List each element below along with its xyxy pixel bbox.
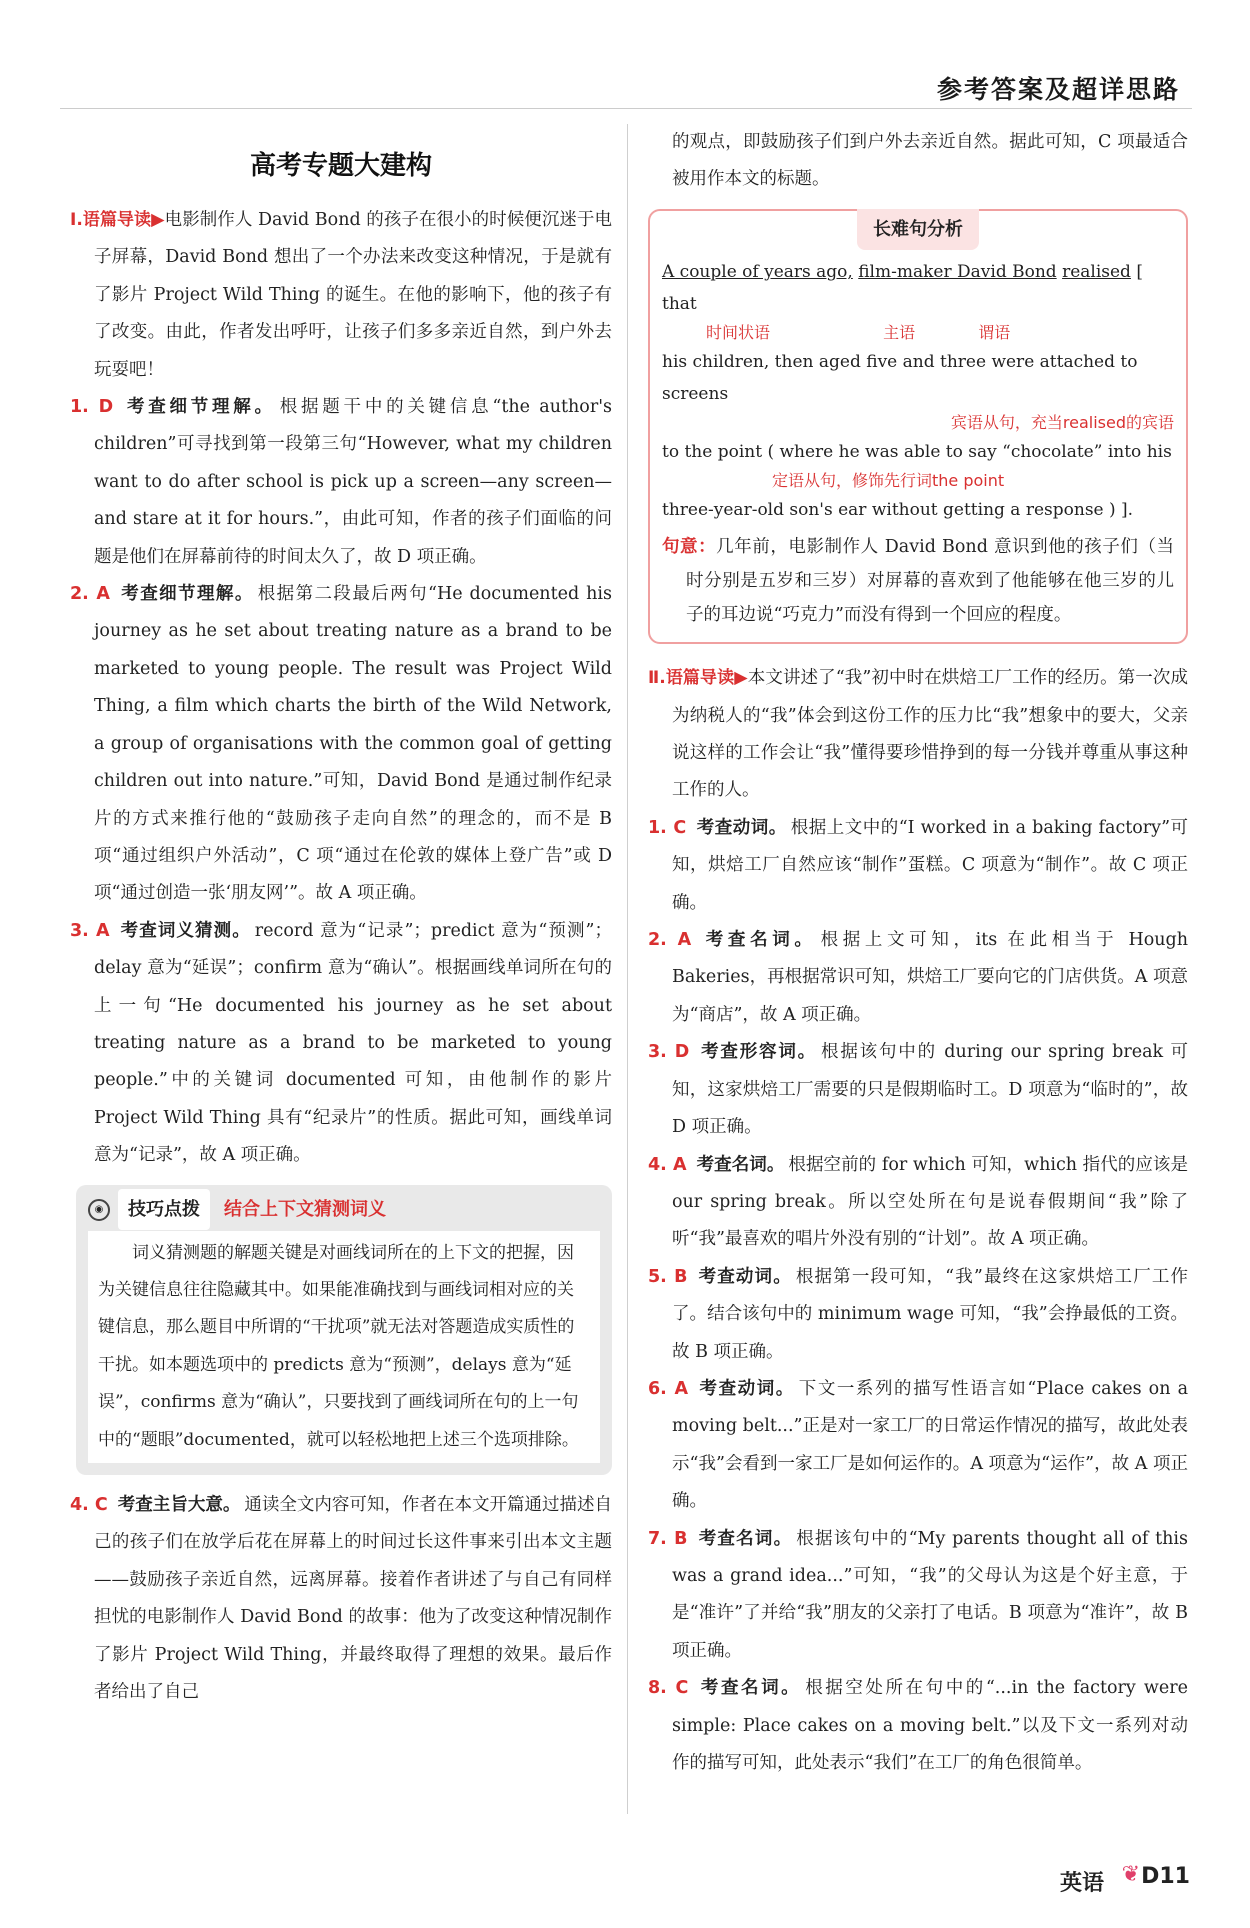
answer-text: 下文一系列的描写性语言如“Place cakes on a moving belt...”正是对一家工厂的日常运作情况的描写，故此处表示“我”会看到一家工厂是如何运作的。A 项意为“运作”，故 A 项正确。 [672, 1378, 1189, 1512]
answer-tag: 考查名词。 [697, 1528, 793, 1549]
analysis-title: 长难句分析 [857, 209, 979, 250]
answer-text: record 意为“记录”；predict 意为“预测”；delay 意为“延误”；confirm 意为“确认”。根据画线单词所在句的上一句“He documented his journey as he set about treating nature as a brand to be marketed to young people.”中的关键词 documented 可知，由他制作的影片 Project Wild Thing 具有“纪录片”的性质。据此可知，画线单词意为“记录”，故 A 项正确。 [94, 920, 612, 1166]
answer-number: 1. D [70, 397, 114, 418]
answer-tag: 考查动词。 [696, 817, 787, 838]
answer-item [648, 1034, 1188, 1146]
answer-tag: 考查词义猜测。 [119, 920, 251, 941]
answer-number: 4. A [648, 1154, 687, 1175]
leaf-icon: ❦ [1121, 1862, 1140, 1887]
passage-tag-2: 语篇导读 [665, 668, 735, 689]
left-column [70, 146, 612, 1711]
sentence-analysis-box [648, 209, 1188, 644]
passage-intro-1 [70, 202, 612, 389]
analysis-gloss-3: 定语从句，修饰先行词the point [772, 471, 1005, 491]
answer-number: 6. A [648, 1378, 689, 1399]
passage-tag-1: 语篇导读 [82, 210, 152, 230]
arrow-icon: ▶ [151, 210, 165, 230]
answer-number: 8. C [648, 1678, 689, 1699]
subject-phrase: film-maker David Bond [858, 262, 1057, 283]
passage-intro-2 [648, 660, 1188, 810]
answer-number: 5. B [648, 1266, 688, 1287]
analysis-line-2: his children, then aged five and three were attached to screens [662, 352, 1138, 405]
gloss-adverbial: 时间状语 [706, 323, 771, 343]
answer-item [70, 576, 612, 913]
answer-item [648, 1147, 1188, 1259]
answer-tag: 考查名词。 [698, 1678, 802, 1699]
answer-number: 2. A [648, 930, 692, 951]
answer-text: 根据上文中的“I worked in a baking factory”可知，烘焙工厂自然应该“制作”蛋糕。C 项意为“制作”。故 C 项正确。 [672, 817, 1189, 913]
analysis-line-4: three-year-old son's ear without getting a response ) ]. [662, 500, 1134, 521]
adverbial-phrase: A couple of years ago, [662, 262, 853, 283]
answer-tag: 考查形容词。 [699, 1042, 817, 1063]
answer-item [70, 389, 612, 576]
answer-tag: 考查名词。 [701, 930, 817, 951]
answer-tag: 考查动词。 [698, 1378, 795, 1399]
answer-number: 7. B [648, 1528, 688, 1549]
answer-text: 通读全文内容可知，作者在本文开篇通过描述自己的孩子们在放学后花在屏幕上的时间过长这件事来引出本文主题——鼓励孩子亲近自然，远离屏幕。接着作者讲述了与自己有同样担忧的电影制作人 David Bond 的故事：他为了改变这种情况制作了影片 Project Wild Thing，并最终取得了理想的效果。最后作者给出了自己 [94, 1495, 613, 1703]
section-title: 高考专题大建构 [249, 151, 432, 181]
answer-item [648, 1521, 1188, 1671]
passage-roman-1: Ⅰ. [70, 210, 83, 230]
answer-number: 3. D [648, 1042, 690, 1063]
answer-item [648, 1670, 1188, 1782]
answer-text: 根据空前的 for which 可知，which 指代的应该是 our spring break。所以空处所在句是说春假期间“我”除了听“我”最喜欢的唱片外没有别的“计划”。故 A 项正确。 [672, 1154, 1188, 1250]
tip-target-icon: ◉ [88, 1199, 110, 1221]
tip-subtitle: 结合上下文猜测词义 [224, 1198, 386, 1220]
analysis-gloss-1 [662, 320, 1174, 346]
arrow-icon: ▶ [734, 668, 748, 689]
meaning-label: 句意： [662, 537, 717, 558]
answer-item [648, 922, 1188, 1034]
gloss-verb: 谓语 [978, 323, 1011, 343]
answer-number: 2. A [70, 584, 110, 605]
answer-tag: 考查细节理解。 [123, 397, 276, 418]
answer-tag: 考查细节理解。 [119, 584, 254, 605]
answer-item [70, 1487, 612, 1711]
answer-number: 3. A [70, 920, 110, 941]
answer-text: 根据第二段最后两句“He documented his journey as he set about treating nature as a brand to be marketed to young people. The result was Project Wild Thing, a film which charts the birth of the Wild Network, a group of organisations with the common goal of getting children out into nature.”可知，David Bond 是通过制作纪录片的方式来推行他的“鼓励孩子走向自然”的理念的，而不是 B 项“通过组织户外活动”，C 项“通过在伦敦的媒体上登广告”或 D 项“通过创造一张‘朋友网’”。故 A 项正确。 [94, 584, 612, 904]
answer-tag: 考查主旨大意。 [117, 1495, 241, 1515]
page-header-title: 参考答案及超详思路 [936, 75, 1180, 104]
clause-start: [ that [662, 262, 1143, 315]
footer-subject: 英语 [1059, 1871, 1104, 1896]
tip-text: 词义猜测题的解题关键是对画线词所在的上下文的把握，因为关键信息往往隐藏其中。如果能准确找到与画线词相对应的关键信息，那么题目中所谓的“干扰项”就无法对答题造成实质性的干扰。如本题选项中的 predicts 意为“预测”，delays 意为“延误”，confirms 意为“确认”，只要找到了画线词所在句的上一句中的“题眼”documented，就可以轻松地把上述三个选项排除。 [88, 1231, 600, 1463]
analysis-line-1 [662, 256, 1174, 320]
answer-text: 根据该句中的 during our spring break 可知，这家烘焙工厂需要的只是假期临时工。D 项意为“临时的”，故 D 项正确。 [672, 1042, 1188, 1138]
header-divider [60, 108, 1192, 109]
gloss-subject: 主语 [883, 323, 916, 343]
tip-title: 技巧点拨 [118, 1189, 210, 1230]
verb-phrase: realised [1062, 262, 1131, 283]
passage-intro-text: 本文讲述了“我”初中时在烘焙工厂工作的经历。第一次成为纳税人的“我”体会到这份工作的压力比“我”想象中的要大，父亲说这样的工作会让“我”懂得要珍惜挣到的每一分钱并尊重从事这种工作的人。 [672, 668, 1188, 801]
column-divider [627, 124, 628, 1814]
continued-text: 的观点，即鼓励孩子们到户外去亲近自然。据此可知，C 项最适合被用作本文的标题。 [672, 132, 1188, 190]
meaning-text: 几年前，电影制作人 David Bond 意识到他的孩子们（当时分别是五岁和三岁）对屏幕的喜欢到了他能够在他三岁的儿子的耳边说“巧克力”而没有得到一个回应的程度。 [686, 537, 1174, 626]
page-number: D11 [1141, 1864, 1190, 1889]
sentence-meaning [662, 530, 1174, 632]
answer-number: 1. C [648, 817, 687, 838]
answer-item [648, 810, 1188, 922]
answer-number: 4. C [70, 1495, 108, 1515]
passage-intro-text: 电影制作人 David Bond 的孩子在很小的时候便沉迷于电子屏幕，David Bond 想出了一个办法来改变这种情况，于是就有了影片 Project Wild Thing 的诞生。在他的影响下，他的孩子有了改变。由此，作者发出呼吁，让孩子们多多亲近自然，到户外去玩耍吧！ [94, 210, 612, 380]
tip-box [76, 1185, 612, 1475]
answer-item [648, 1371, 1188, 1521]
passage-roman-2: Ⅱ. [648, 668, 666, 689]
analysis-gloss-2: 宾语从句，充当realised的宾语 [950, 413, 1174, 433]
answer-text: 根据上文可知，its 在此相当于 Hough Bakeries，再根据常识可知，烘焙工厂要向它的门店供货。A 项意为“商店”，故 A 项正确。 [672, 930, 1189, 1025]
right-column [648, 124, 1188, 1782]
answer-item [648, 1259, 1188, 1371]
answer-tag: 考查动词。 [697, 1266, 792, 1287]
answer-text: 根据第一段可知，“我”最终在这家烘焙工厂工作了。结合该句中的 minimum wage 可知，“我”会挣最低的工资。故 B 项正确。 [672, 1266, 1188, 1362]
tip-header [88, 1193, 600, 1227]
analysis-line-3: to the point ( where he was able to say “chocolate” into his [662, 442, 1172, 463]
answer-text: 根据该句中的“My parents thought all of this was a grand idea...”可知，“我”的父母认为这是个好主意，于是“准许”了并给“我”朋友的父亲打了电话。B 项意为“准许”，故 B 项正确。 [672, 1528, 1189, 1661]
answer-tag: 考查名词。 [696, 1154, 785, 1175]
answer-text: 根据空处所在句中的“...in the factory were simple: Place cakes on a moving belt.”以及下文一系列对动作的描写可知，此处表示“我们”在工厂的角色很简单。 [672, 1678, 1188, 1773]
answer-item [70, 913, 612, 1175]
answer-text: 根据题干中的关键信息“the author's children”可寻找到第一段第三句“However, what my children want to do after school is pick up a screen—any screen—and stare at it for hours.”，由此可知，作者的孩子们面临的问题是他们在屏幕前待的时间太久了，故 D 项正确。 [94, 397, 612, 567]
